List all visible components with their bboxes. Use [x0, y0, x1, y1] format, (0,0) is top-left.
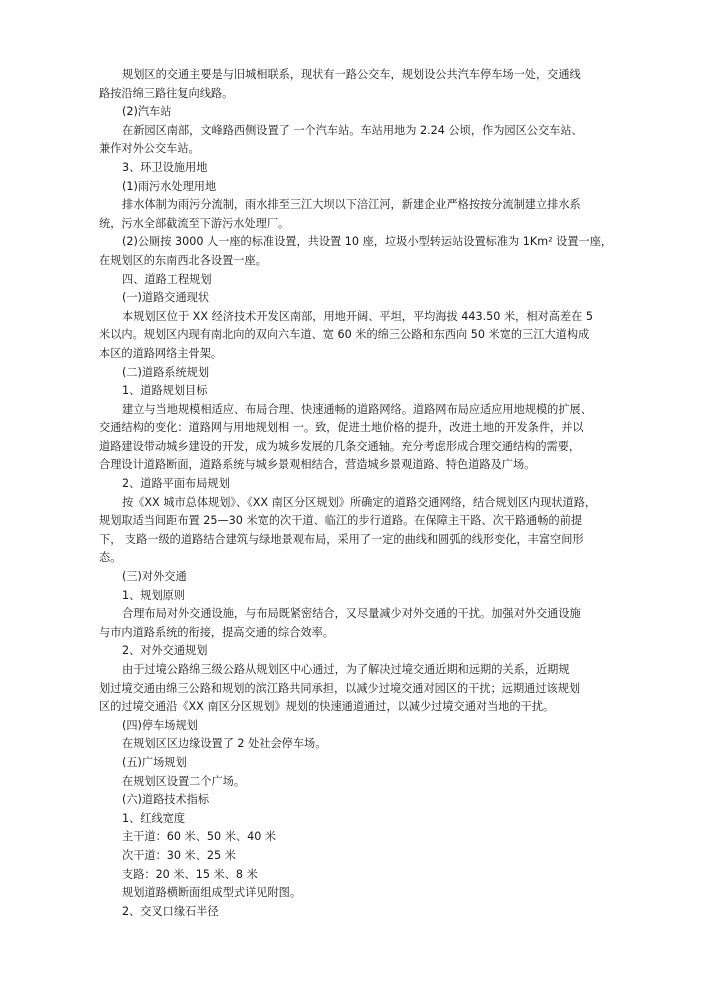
text-line: 1、道路规划目标: [122, 384, 208, 398]
text-line: 米以内。规划区内现有南北向的双向六车道、宽 60 米的绵三公路和东西向 50 米宽的三江大道构成: [99, 328, 590, 342]
text-line: (四)停车场规划: [122, 718, 198, 732]
text-line: 排水体制为雨污分流制，雨水排至三江大坝以下涪江河，新建企业严格按按分流制建立排水系: [122, 198, 581, 212]
text-line: 3、环卫设施用地: [122, 160, 208, 174]
text-line: (一)道路交通现状: [122, 291, 210, 305]
text-line: 下， 支路一级的道路结合建筑与绿地景观布局，采用了一定的曲线和圆弧的线形变化，丰富空间形: [99, 532, 584, 546]
text-line: (六)道路技术指标: [122, 793, 210, 807]
text-line: 由于过境公路绵三级公路从规划区中心通过，为了解决过境交通近期和远期的关系，近期规: [122, 663, 570, 676]
text-line: 建立与当地规模相适应、布局合理、快速通畅的道路网络。道路网布局应适应用地规模的扩展、: [122, 402, 592, 416]
text-line: (三)对外交通: [122, 570, 187, 584]
text-line: 2、对外交通规划: [122, 644, 208, 658]
text-line: 四、道路工程规划: [122, 272, 212, 286]
text-line: 在规划区区边缘设置了 2 处社会停车场。: [122, 737, 327, 751]
text-line: 支路：20 米、15 米、8 米: [122, 867, 258, 881]
text-line: 1、规划原则: [122, 588, 186, 602]
text-line: 态。: [99, 551, 122, 565]
text-line: (二)道路系统规划: [122, 365, 210, 379]
text-line: (2)汽车站: [122, 105, 172, 119]
text-line: 路按沿绵三路往复向线路。: [99, 86, 234, 100]
text-line: 区的过境交通沿《XX 南区分区规划》规划的快速通道通过，以减少过境交通对当地的干扰。: [99, 700, 555, 714]
text-line: 在规划区的东南西北各设置一座。: [99, 253, 267, 267]
text-line: 2、交叉口缘石半径: [122, 904, 219, 918]
text-line: 道路建设带动城乡建设的开发，成为城乡发展的几条交通轴。充分考虑形成合理交通结构的需要，: [99, 439, 581, 453]
text-line: 2、道路平面布局规划: [122, 477, 230, 491]
text-line: 在规划区设置二个广场。: [122, 774, 246, 788]
text-line: 统，污水全部截流至下游污水处理厂。: [99, 216, 290, 230]
text-line: 与市内道路系统的衔接，提高交通的综合效率。: [99, 625, 334, 639]
text-line: 次干道：30 米、25 米: [122, 848, 236, 862]
text-line: 划过境交通由绵三公路和规划的滨江路共同承担，以减少过境交通对园区的干扰；远期通过该规划: [99, 681, 581, 695]
text-line: 合理设计道路断面，道路系统与城乡景观相结合，营造城乡景观道路、特色道路及广场。: [99, 458, 536, 472]
text-line: 本规划区位于 XX 经济技术开发区南部，用地开阔、平坦，平均海拔 443.50 米，相对高差在 5: [122, 309, 593, 323]
text-line: (1)雨污水处理用地: [122, 179, 217, 193]
text-line: 本区的道路网络主骨架。: [99, 346, 223, 360]
text-line: 1、红线宽度: [122, 811, 186, 825]
text-line: 交通结构的变化：道路网与用地规划相 一。致，促进土地价格的提升，改进土地的开发条件，并以: [99, 421, 584, 435]
text-line: 兼作对外公交车站。: [99, 142, 200, 156]
text-line: 规划取适当间距布置 25—30 米宽的次干道、临江的步行道路。在保障主干路、次干路通畅的前提: [99, 514, 583, 528]
text-line: (五)广场规划: [122, 755, 187, 769]
document-body: [99, 66, 631, 921]
text-line: 合理布局对外交通设施，与布局既紧密结合，又尽量减少对外交通的干扰。加强对外交通设施: [122, 607, 581, 621]
text-line: 规划区的交通主要是与旧城相联系，现状有一路公交车，规划设公共汽车停车场一处，交通线: [122, 68, 581, 81]
text-line: 按《XX 城市总体规划》、《XX 南区分区规划》所确定的道路交通网络，结合规划区内现状道路，: [122, 495, 597, 509]
text-line: 在新园区南部，文峰路西侧设置了 一个汽车站。车站用地为 2.24 公顷，作为园区公交车站、: [122, 123, 583, 137]
text-line: 规划道路横断面组成型式详见附图。: [122, 886, 302, 900]
text-line: 主干道：60 米、50 米、40 米: [122, 830, 277, 844]
text-line: (2)公厕按 3000 人一座的标准设置，共设置 10 座，垃圾小型转运站设置标准为 1Km² 设置一座，: [122, 235, 613, 249]
